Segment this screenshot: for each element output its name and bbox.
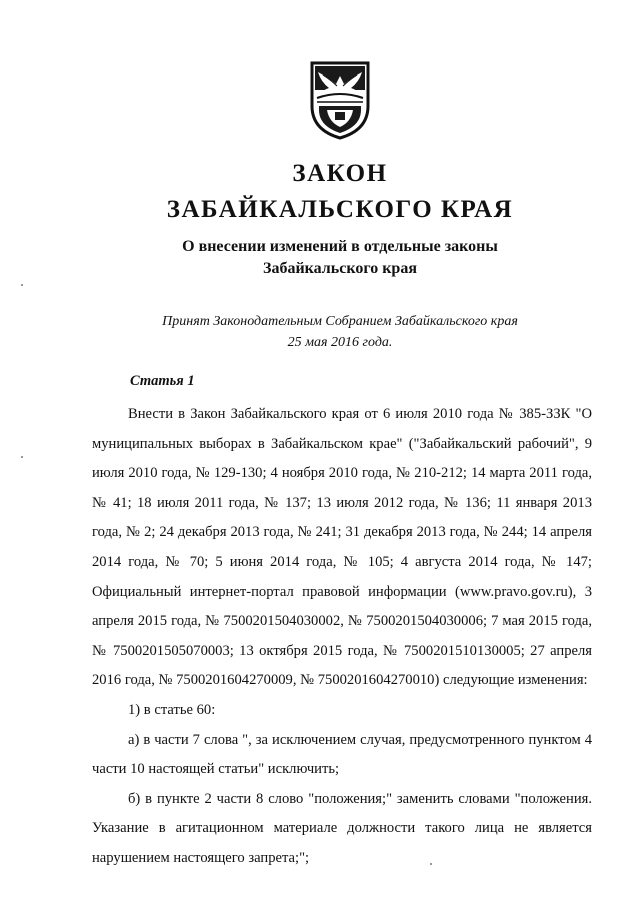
scan-speck (21, 284, 23, 286)
article-heading: Статья 1 (130, 373, 195, 389)
scan-speck (21, 456, 23, 458)
adoption-note (0, 311, 640, 353)
scan-speck (430, 863, 432, 865)
document-subtitle (0, 236, 640, 280)
article-paragraph: б) в пункте 2 части 8 слово "положения;" заменить словами "положения. Указание в агитационном материале должности такого лица не является нарушением настоящего запрета;"; (92, 790, 592, 866)
article-body (92, 400, 592, 874)
article-paragraph: Внести в Закон Забайкальского края от 6 июля 2010 года № 385-ЗЗК "О муниципальных выборах в Забайкальском крае" ("Забайкальский рабочий", 9 июля 2010 года, № 129-130; 4 ноября 2010 года, № 210-212; 14 марта 2011 года, № 41; 18 июля 2011 года, № 137; 13 июля 2012 года, № 136; 11 января 2013 года, № 2; 24 декабря 2013 года, № 241; 31 декабря 2013 года, № 244; 14 апреля 2014 года, № 70; 5 июня 2014 года, № 105; 4 августа 2014 года, № 147; Официальный интернет-портал правовой информации (www.pravo.gov.ru), 3 апреля 2015 года, № 7500201504030002, № 7500201504030006; 7 мая 2015 года, № 7500201505070003; 13 октября 2015 года, № 7500201510130005; 27 апреля 2016 года, № 7500201604270009, № 7500201604270010) следующие изменения: (92, 406, 592, 689)
document-title-line2: ЗАБАЙКАЛЬСКОГО КРАЯ (166, 196, 514, 223)
article-paragraph: 1) в статье 60: (128, 701, 216, 718)
article-paragraph: а) в части 7 слова ", за исключением случая, предусмотренного пунктом 4 части 10 настоящей статьи" исключить; (92, 731, 592, 778)
coat-of-arms-icon (309, 60, 371, 140)
adoption-line1: Принят Законодательным Собранием Забайкальского края (162, 314, 518, 329)
document-title-line1: ЗАКОН (292, 160, 388, 187)
subtitle-line2: Забайкальского края (263, 260, 417, 277)
subtitle-line1: О внесении изменений в отдельные законы (182, 238, 498, 255)
adoption-date: 25 мая 2016 года. (287, 335, 393, 350)
